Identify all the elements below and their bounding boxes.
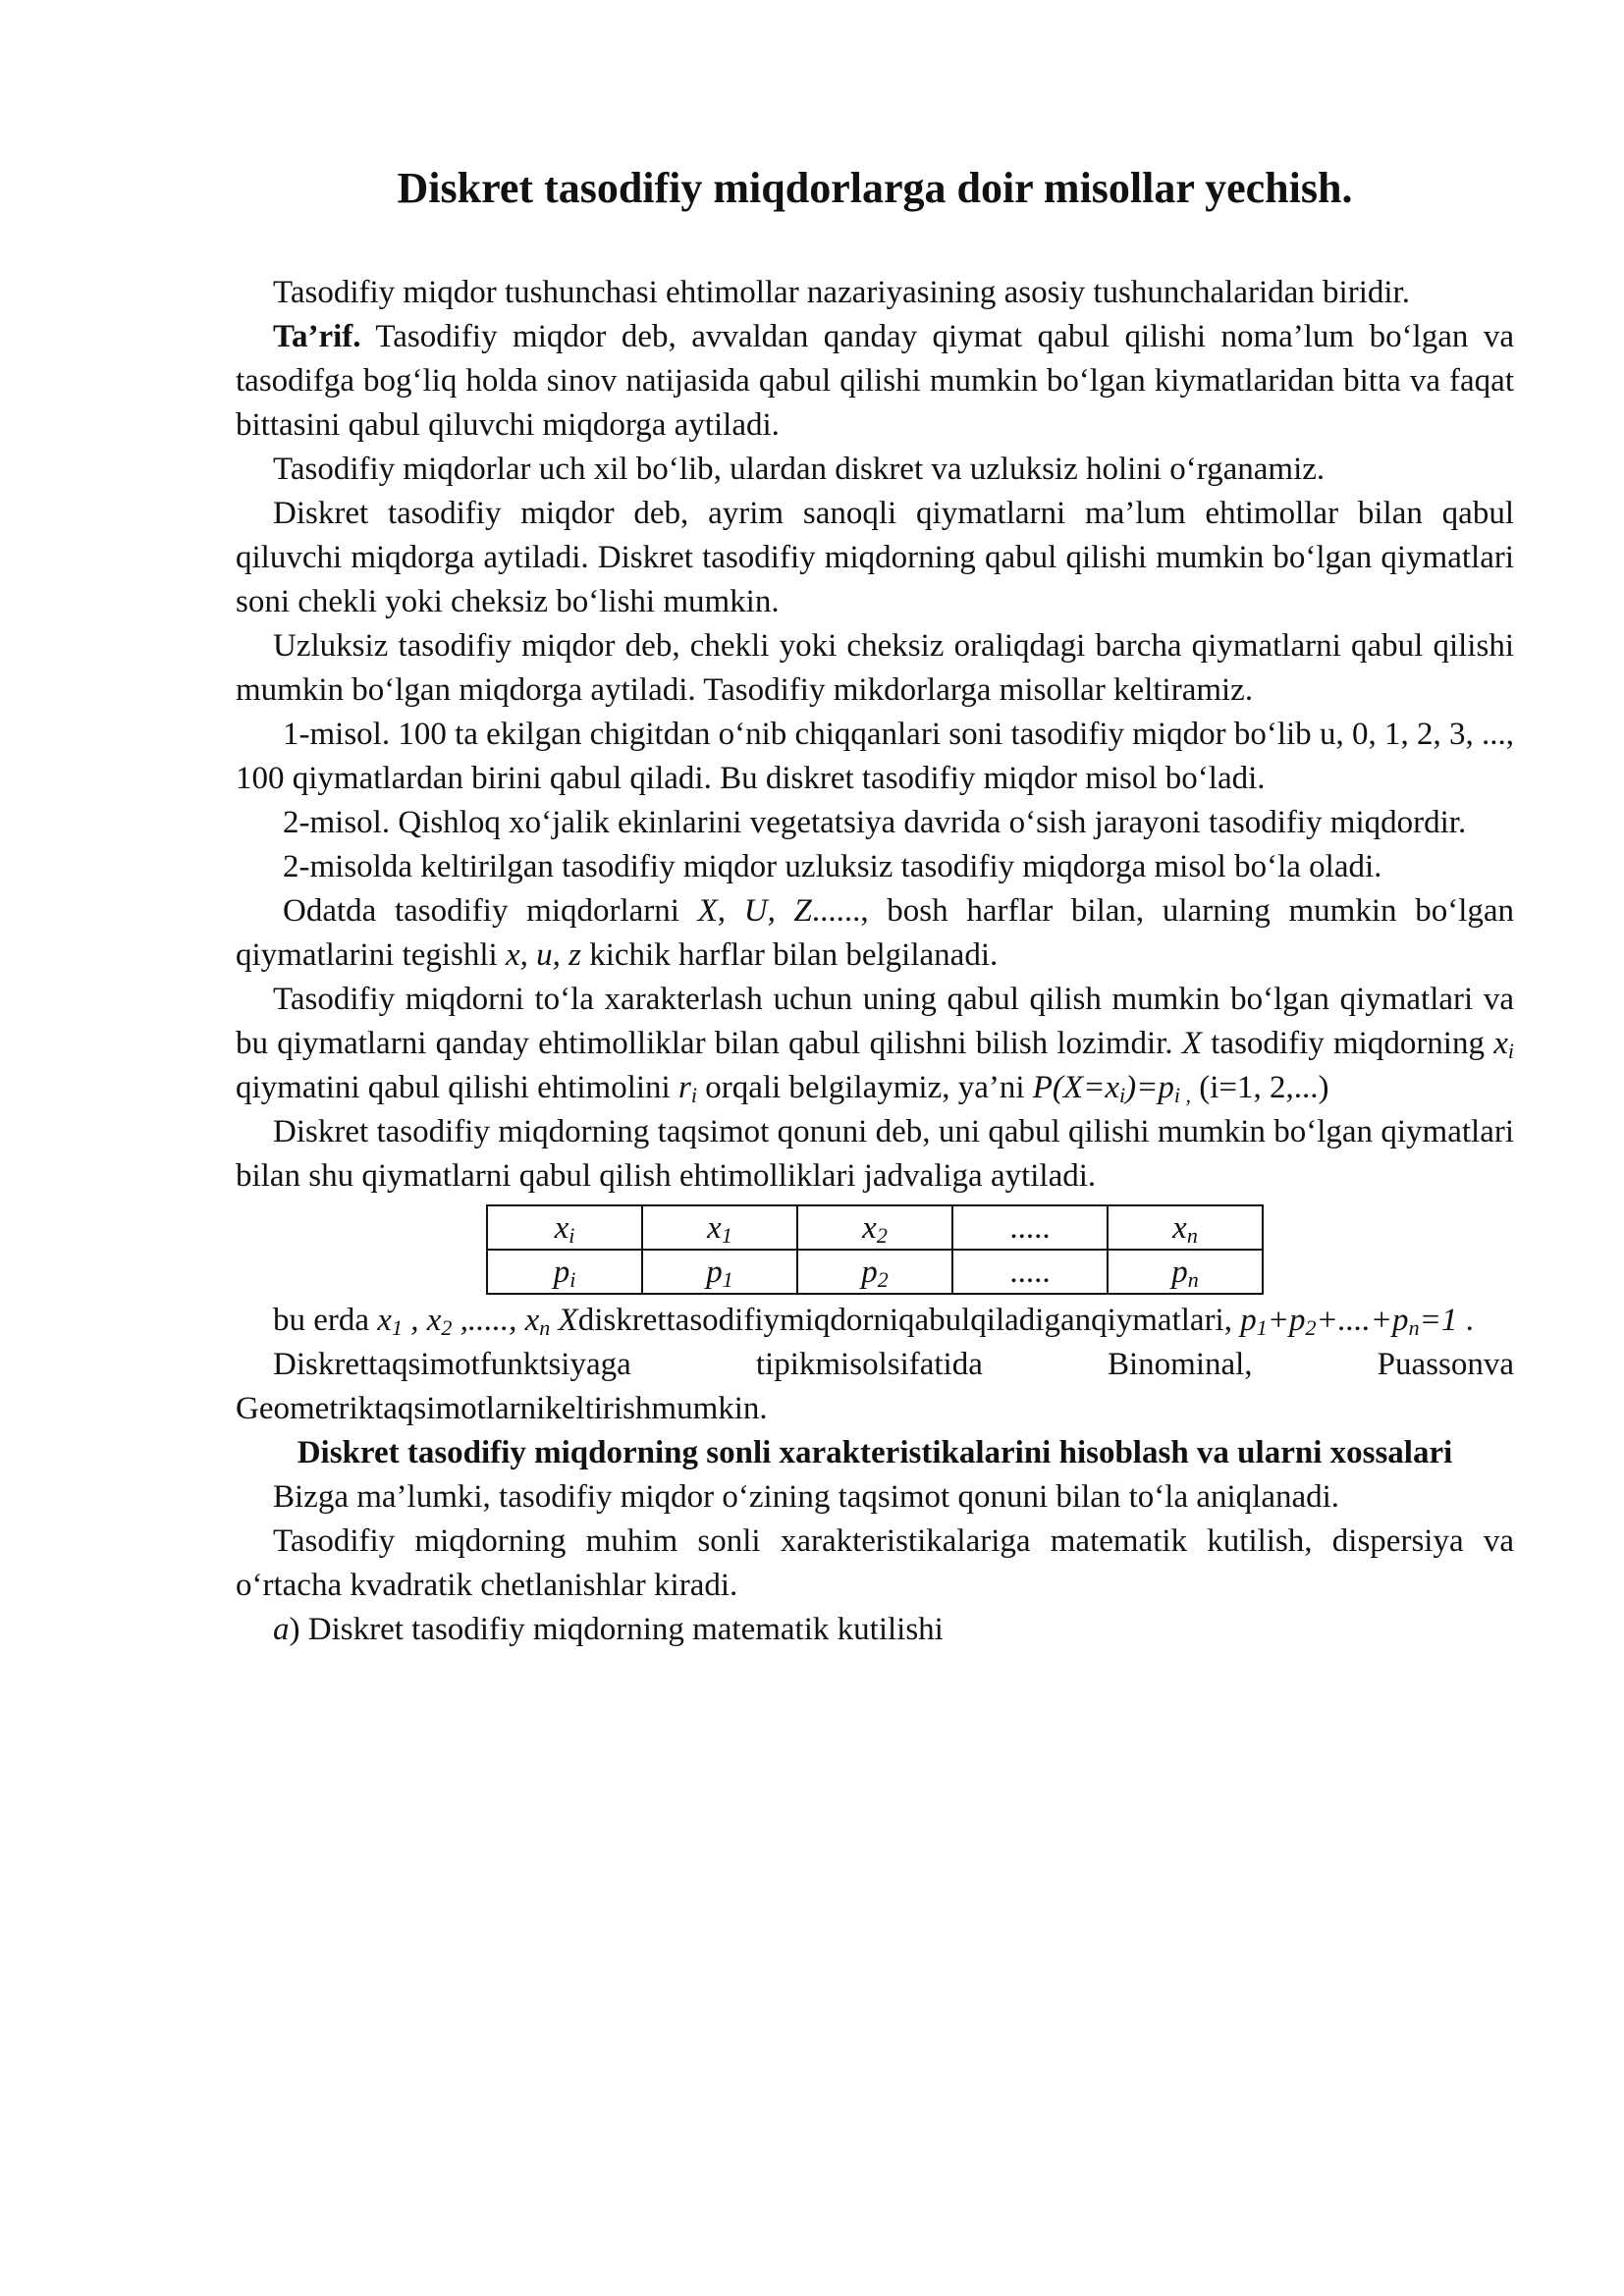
table-cell: $x_1$ [642, 1205, 797, 1250]
expl-p-sub-1: 1 [1256, 1315, 1268, 1340]
notation-upper-vars: X, U, Z [697, 893, 812, 929]
prob-formula-sub: i , [1173, 1083, 1192, 1107]
paragraph-examples-of-distributions: Diskrettaqsimotfunktsiyaga tipikmisolsifatida Binominal, Puassonva Geometriktaqsimotlarnikeltirishmumkin. [236, 1347, 1514, 1426]
expl-sep-2: ,....., [452, 1303, 525, 1338]
table-cell: $x_2$ [797, 1205, 952, 1250]
table-cell: $p_n$ [1108, 1250, 1263, 1294]
table-cell: $x_i$ [487, 1205, 642, 1250]
distribution-table [486, 1204, 1264, 1295]
section-heading: Diskret tasodifiy miqdorning sonli xarakteristikalarini hisoblash va ularni xossalari [297, 1435, 1453, 1470]
paragraph-discrete-definition: Diskret tasodifiy miqdor deb, ayrim sanoqli qiymatlarni ma’lum ehtimollar bilan qabul qiluvchi miqdorga aytiladi. Diskret tasodifiy miqdorning qabul qilishi mumkin bo‘lgan qiymatlari soni chekli yoki cheksiz bo‘lishi mumkin. [236, 496, 1514, 619]
expl-pn: +....+p [1316, 1303, 1409, 1338]
table-cell: $x_n$ [1108, 1205, 1263, 1250]
prob-text-d: orqali belgilaymiz, ya’ni [696, 1070, 1033, 1105]
expl-sub-2: 2 [441, 1315, 453, 1340]
paragraph-probability-notation [236, 978, 1514, 1110]
expl-eq: =1 [1419, 1303, 1458, 1338]
expl-p-sub-2: 2 [1305, 1315, 1317, 1340]
notation-text-b: ......, bosh harflar bilan, ularning mumkin bo‘lgan qiymatlarini tegishli [236, 893, 1515, 973]
notation-lower-vars: x, u, z [505, 937, 581, 973]
prob-sub-i: i [1507, 1039, 1514, 1063]
expl-sub-n: n [539, 1315, 551, 1340]
prob-var-X: X [1181, 1026, 1203, 1061]
page-title: Diskret tasodifiy miqdorlarga doir misollar yechish. [397, 164, 1353, 212]
prob-sub-i-2: i [690, 1083, 697, 1107]
prob-formula-sub-i: i [1119, 1083, 1126, 1107]
prob-text-a: Tasodifiy miqdorni to‘la xarakterlash uchun uning qabul qilish mumkin bo‘lgan qiymatlari va bu qiymatlarni qanday ehtimolliklar bilan qabul qilishni bilish lozimdir. [236, 982, 1514, 1061]
definition-label: Ta’rif. [273, 319, 361, 354]
expl-x1: x [377, 1303, 392, 1338]
prob-text-b: tasodifiy miqdorning [1202, 1026, 1494, 1061]
paragraph-continuous-definition: Uzluksiz tasodifiy miqdor deb, chekli yoki cheksiz oraliqdagi barcha qiymatlarni qabul qilishi mumkin bo‘lgan miqdorga aytiladi. Tasodifiy mikdorlarga misollar keltiramiz. [236, 628, 1514, 708]
paragraph-numeric-characteristics: Tasodifiy miqdorning muhim sonli xarakteristikalariga matematik kutilish, dispersiya va o‘rtacha kvadratik chetlanishlar kiradi. [236, 1523, 1514, 1603]
prob-text-c: qiymatini qabul qilishi ehtimolini [236, 1070, 678, 1105]
paragraph-expectation-heading [236, 1608, 1514, 1652]
expl-sep-1: , [402, 1303, 427, 1338]
expl-p2: +p [1267, 1303, 1306, 1338]
expl-end: . [1457, 1303, 1474, 1338]
prob-text-e: (i=1, 2,...) [1191, 1070, 1329, 1105]
table-cell: $p_i$ [487, 1250, 642, 1294]
expl-text-b: diskrettasodifiymiqdorniqabulqiladiganqiymatlari, [577, 1303, 1241, 1338]
notation-text-a: Odatda tasodifiy miqdorlarni [283, 893, 698, 929]
item-label-a: a [273, 1612, 290, 1647]
paragraph-table-explanation [236, 1299, 1514, 1343]
table-row [487, 1205, 1263, 1250]
expl-var-X: X [550, 1303, 578, 1338]
paragraph-example-1: 1-misol. 100 ta ekilgan chigitdan o‘nib chiqqanlari soni tasodifiy miqdor bo‘lib u, 0, 1, 2, 3, ..., 100 qiymatlardan birini qabul qiladi. Bu diskret tasodifiy miqdor misol bo‘ladi. [236, 717, 1514, 796]
paragraph-example-2-note: 2-misolda keltirilgan tasodifiy miqdor uzluksiz tasodifiy miqdorga misol bo‘la oladi. [283, 849, 1382, 884]
expl-xn: x [524, 1303, 540, 1338]
prob-formula-a: P(X=x [1032, 1070, 1119, 1105]
table-cell: $p_2$ [797, 1250, 952, 1294]
table-cell: ..... [952, 1250, 1108, 1294]
prob-var-x: x [1493, 1026, 1508, 1061]
paragraph-distribution-law: Diskret tasodifiy miqdorning taqsimot qonuni deb, uni qabul qilishi mumkin bo‘lgan qiymatlari bilan shu qiymatlarni qabul qilish ehtimolliklari jadvaliga aytiladi. [236, 1114, 1514, 1194]
item-text-a: ) Diskret tasodifiy miqdorning matematik kutilishi [289, 1612, 944, 1647]
prob-formula-b: )=p [1125, 1070, 1174, 1105]
expl-sub-1: 1 [391, 1315, 403, 1340]
table-cell: ..... [952, 1205, 1108, 1250]
paragraph-definition [236, 315, 1514, 448]
document-page [236, 147, 1514, 1652]
table-row [487, 1250, 1263, 1294]
notation-text-c: kichik harflar bilan belgilanadi. [580, 937, 999, 973]
definition-text: Tasodifiy miqdor deb, avvaldan qanday qiymat qabul qilishi noma’lum bo‘lgan va tasodifga bog‘liq holda sinov natijasida qabul qilishi mumkin bo‘lgan kiymatlaridan bitta va faqat bittasini qabul qiluvchi miqdorga aytiladi. [236, 319, 1514, 443]
paragraph-types: Tasodifiy miqdorlar uch xil bo‘lib, ulardan diskret va uzluksiz holini o‘rganamiz. [273, 452, 1326, 487]
prob-var-r: r [677, 1070, 691, 1105]
expl-p1: p [1240, 1303, 1257, 1338]
expl-text-a: bu erda [273, 1303, 378, 1338]
expl-x2: x [426, 1303, 442, 1338]
paragraph-notation [236, 889, 1514, 978]
paragraph-intro: Tasodifiy miqdor tushunchasi ehtimollar nazariyasining asosiy tushunchalaridan biridir. [273, 275, 1410, 310]
expl-p-sub-n: n [1408, 1315, 1420, 1340]
paragraph-example-2: 2-misol. Qishloq xo‘jalik ekinlarini vegetatsiya davrida o‘sish jarayoni tasodifiy miqdordir. [283, 805, 1467, 840]
table-cell: $p_1$ [642, 1250, 797, 1294]
paragraph-distribution-determines: Bizga ma’lumki, tasodifiy miqdor o‘zining taqsimot qonuni bilan to‘la aniqlanadi. [273, 1479, 1340, 1515]
